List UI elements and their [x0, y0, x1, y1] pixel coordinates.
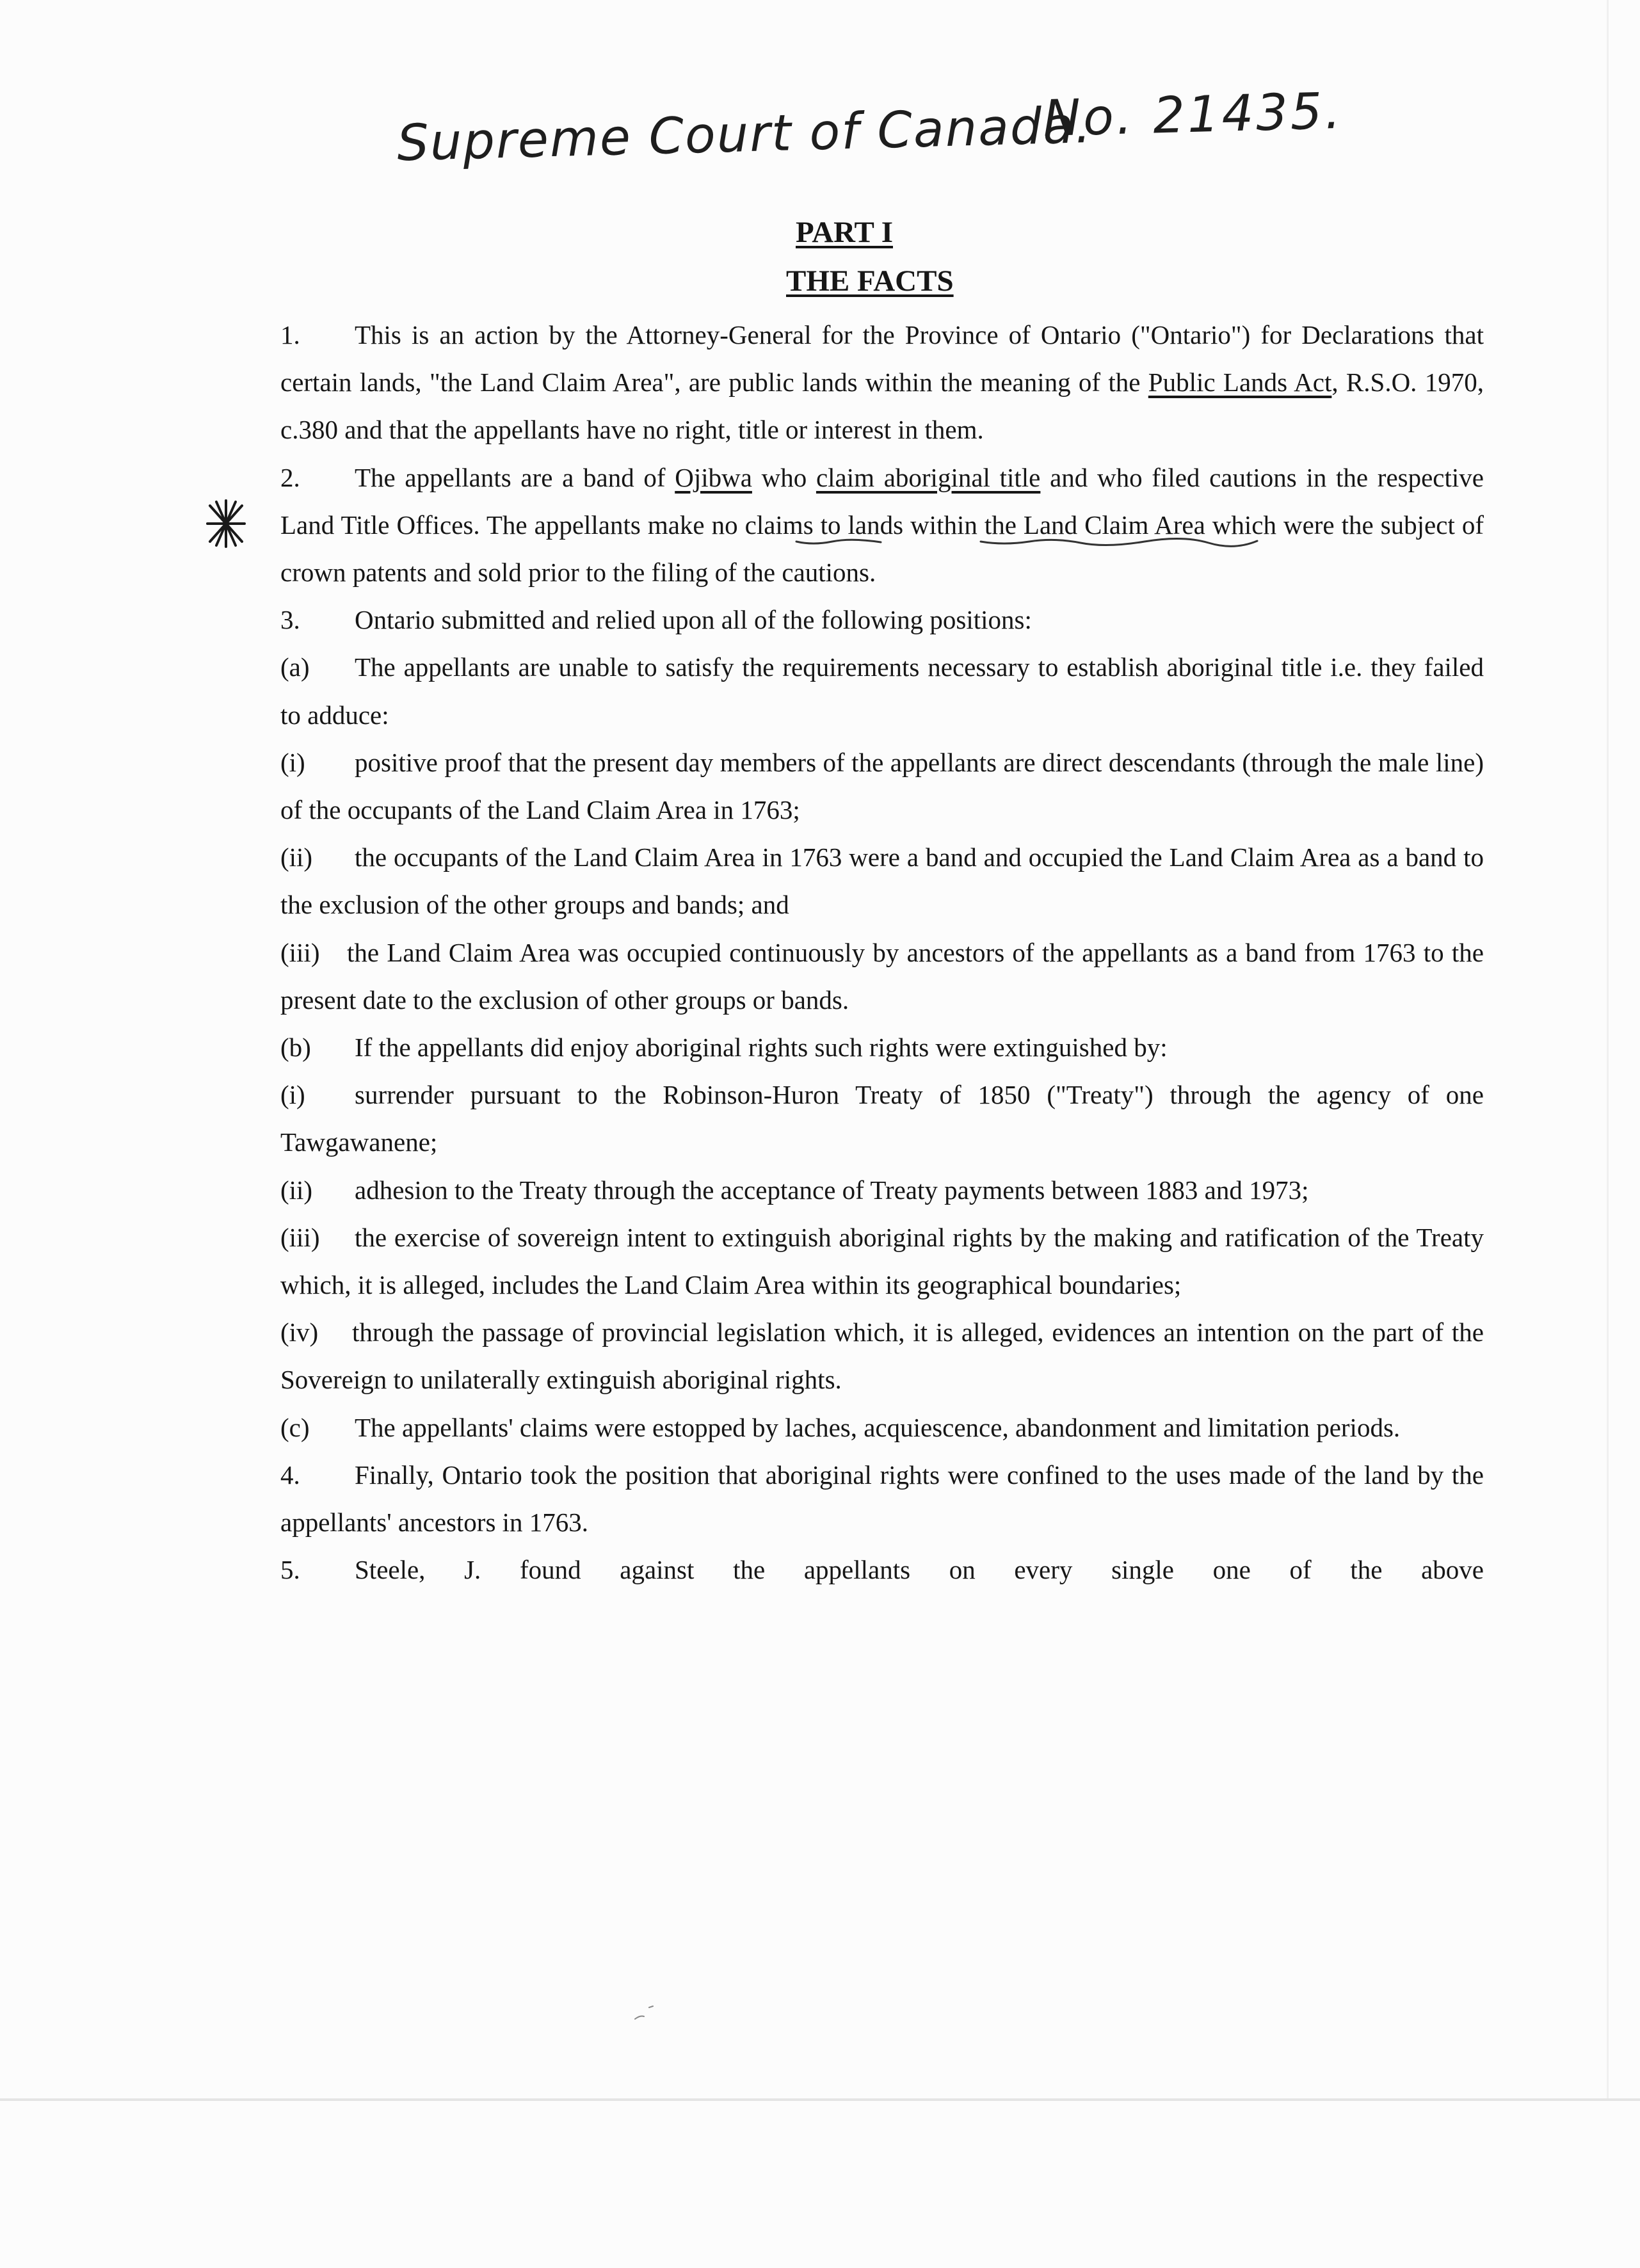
body-text	[280, 311, 1484, 1593]
paragraph-text: This is an action by the Attorney-General for the Province of Ontario ("Ontario") for Declarations that certain lands, "the Land Claim Area", are public lands within the meaning of the	[280, 320, 1484, 398]
stray-mark	[631, 2004, 657, 2023]
paragraph-text: If the appellants did enjoy aboriginal rights such rights were extinguished by:	[355, 1033, 1168, 1063]
paragraph-number: (iv)	[280, 1317, 319, 1347]
handwritten-annotation	[384, 77, 1408, 179]
paragraph-number: 1.	[280, 320, 300, 350]
paragraph-text: The appellants are a band of	[355, 462, 675, 492]
subparagraph-a-iii	[280, 929, 1484, 1024]
paragraph-text: positive proof that the present day members of the appellants are direct descendants (through the male line) of the occupants of the Land Claim Area in 1763;	[280, 747, 1484, 825]
scan-edge	[0, 2098, 1640, 2101]
paragraph-text: the occupants of the Land Claim Area in 1763 were a band and occupied the Land Claim Area as a band to the exclusion of the other groups and bands; and	[280, 842, 1484, 920]
paragraph-number: (ii)	[280, 1175, 313, 1205]
subparagraph-c	[280, 1404, 1484, 1451]
paragraph-text: Steele, J. found against the appellants on every single one of the above	[355, 1555, 1484, 1585]
paragraph-number: 5.	[280, 1555, 300, 1585]
paragraph-text: through the passage of provincial legislation which, it is alleged, evidences an intention on the part of the Sovereign to unilaterally extinguish aboriginal rights.	[280, 1317, 1484, 1395]
paragraph-number: (iii)	[280, 937, 320, 967]
subparagraph-b	[280, 1024, 1484, 1071]
paragraph-5	[280, 1546, 1484, 1593]
paragraph-text: who	[752, 462, 816, 492]
svg-text:Supreme Court of Canada.: Supreme Court of Canada.	[396, 97, 1093, 173]
paragraph-2	[280, 454, 1484, 597]
paragraph-text: The appellants' claims were estopped by laches, acquiescence, abandonment and limitation periods.	[355, 1412, 1401, 1442]
paragraph-number: (ii)	[280, 842, 313, 873]
paragraph-text: the Land Claim Area was occupied continuously by ancestors of the appellants as a band from 1763 to the present date to the exclusion of other groups or bands.	[280, 937, 1484, 1015]
subparagraph-a-ii	[280, 833, 1484, 928]
part-heading: PART I	[796, 216, 893, 249]
statute-reference: Public Lands Act	[1148, 367, 1332, 398]
section-heading: THE FACTS	[786, 264, 954, 298]
subparagraph-b-iv	[280, 1308, 1484, 1403]
paragraph-3	[280, 596, 1484, 643]
underlined-term: claim aboriginal title	[816, 462, 1041, 492]
subparagraph-a-i	[280, 739, 1484, 833]
paragraph-4	[280, 1451, 1484, 1546]
scan-edge	[1607, 0, 1609, 2098]
paragraph-number: (a)	[280, 652, 310, 682]
paragraph-number: (i)	[280, 1080, 305, 1110]
paragraph-number: (b)	[280, 1033, 311, 1063]
paragraph-number: (i)	[280, 747, 305, 777]
paragraph-number: 4.	[280, 1460, 300, 1490]
paragraph-number: (c)	[280, 1412, 310, 1442]
subparagraph-b-ii	[280, 1166, 1484, 1214]
paragraph-text: Ontario submitted and relied upon all of the following positions:	[355, 605, 1032, 635]
asterisk-icon	[204, 498, 248, 549]
paragraph-text: , R.S.O. 1970, c.380 and that the appellants have no right, title or interest in them.	[280, 367, 1484, 445]
underlined-term: Ojibwa	[675, 462, 752, 492]
paragraph-text: The appellants are unable to satisfy the requirements necessary to establish aboriginal title i.e. they failed to adduce:	[280, 652, 1484, 730]
paragraph-number: 2.	[280, 462, 300, 492]
subparagraph-b-iii	[280, 1214, 1484, 1308]
paragraph-text: surrender pursuant to the Robinson-Huron Treaty of 1850 ("Treaty") through the agency of one Tawgawanene;	[280, 1080, 1484, 1157]
paragraph-1	[280, 311, 1484, 454]
subparagraph-a	[280, 643, 1484, 738]
paragraph-text: adhesion to the Treaty through the acceptance of Treaty payments between 1883 and 1973;	[355, 1175, 1309, 1205]
paragraph-number: 3.	[280, 605, 300, 635]
paragraph-text: and who filed cautions in the respective Land Title Offices. The appellants make no claims to lands within the Land Claim Area which were the subject of crown patents and sold prior to the filing of the cautions.	[280, 462, 1484, 588]
paragraph-text: the exercise of sovereign intent to extinguish aboriginal rights by the making and ratification of the Treaty which, it is alleged, includes the Land Claim Area within its geographical boundaries;	[280, 1222, 1484, 1300]
paragraph-number: (iii)	[280, 1222, 320, 1252]
svg-text:No. 21435.: No. 21435.	[1042, 82, 1344, 148]
paragraph-text: Finally, Ontario took the position that aboriginal rights were confined to the uses made of the land by the appellants' ancestors in 1763.	[280, 1460, 1484, 1538]
subparagraph-b-i	[280, 1071, 1484, 1166]
